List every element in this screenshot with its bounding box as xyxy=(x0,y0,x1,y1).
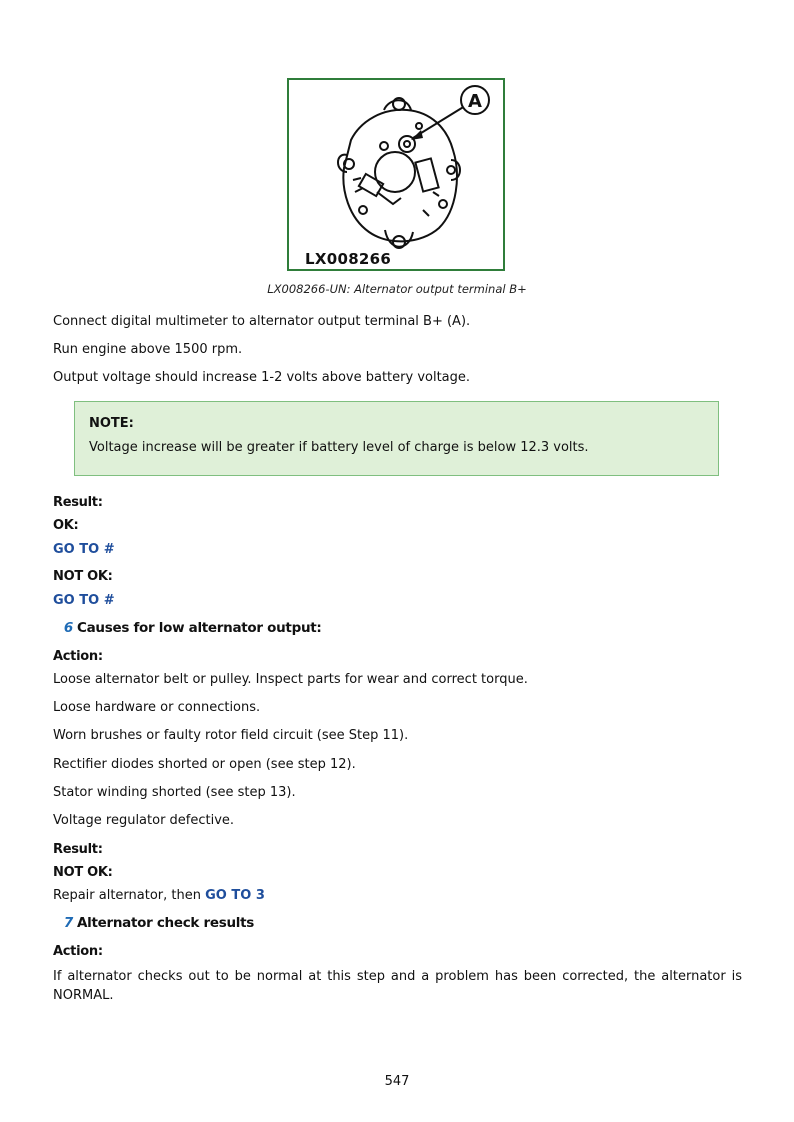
step-6-action-6: Voltage regulator defective. xyxy=(53,813,235,828)
step-6-number: 6 xyxy=(63,620,73,636)
notok-label: NOT OK: xyxy=(53,569,113,584)
figure-code-label: LX008266 xyxy=(305,250,392,268)
page-number: 547 xyxy=(384,1074,410,1089)
callout-letter: A xyxy=(468,91,482,112)
step-7-number: 7 xyxy=(63,915,73,931)
step-6-repair-line xyxy=(53,888,265,903)
step-6-result-label: Result: xyxy=(53,842,103,857)
step-6-action-3: Worn brushes or faulty rotor field circuit (see Step 11). xyxy=(53,728,409,743)
notok-goto-link[interactable]: GO TO # xyxy=(53,593,115,608)
ok-goto-link[interactable]: GO TO # xyxy=(53,542,115,557)
alternator-figure xyxy=(287,78,505,271)
step-7-heading xyxy=(53,915,254,931)
goto-3-link[interactable]: GO TO 3 xyxy=(205,888,265,903)
intro-line-2: Run engine above 1500 rpm. xyxy=(53,342,243,357)
step-6-action-label: Action: xyxy=(53,649,103,664)
note-title: NOTE: xyxy=(89,416,134,431)
ok-label: OK: xyxy=(53,518,79,533)
step-6-action-5: Stator winding shorted (see step 13). xyxy=(53,785,296,800)
intro-line-1: Connect digital multimeter to alternator output terminal B+ (A). xyxy=(53,314,471,329)
intro-line-3: Output voltage should increase 1-2 volts above battery voltage. xyxy=(53,370,471,385)
step-6-notok-label: NOT OK: xyxy=(53,865,113,880)
step-6-action-2: Loose hardware or connections. xyxy=(53,700,261,715)
figure-caption: LX008266-UN: Alternator output terminal B+ xyxy=(267,282,527,296)
note-text: Voltage increase will be greater if battery level of charge is below 12.3 volts. xyxy=(89,440,589,455)
result-label: Result: xyxy=(53,495,103,510)
step-6-title: Causes for low alternator output: xyxy=(77,620,322,636)
step-6-heading xyxy=(53,620,322,636)
step-7-action-label: Action: xyxy=(53,944,103,959)
step-7-title: Alternator check results xyxy=(77,915,254,931)
step-6-action-1: Loose alternator belt or pulley. Inspect parts for wear and correct torque. xyxy=(53,672,528,687)
note-box xyxy=(74,401,719,476)
alternator-drawing xyxy=(289,80,503,269)
step-6-action-4: Rectifier diodes shorted or open (see step 12). xyxy=(53,757,356,772)
step-7-action-text: If alternator checks out to be normal at this step and a problem has been corrected, the alternator is NORMAL. xyxy=(53,969,742,1003)
repair-text: Repair alternator, then xyxy=(53,888,206,903)
